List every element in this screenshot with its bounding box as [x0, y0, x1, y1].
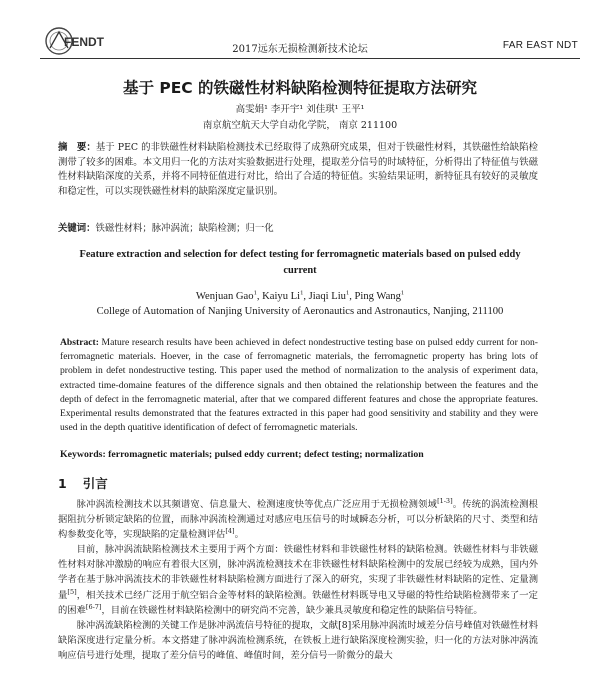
- author-affil-mark: 1: [345, 289, 350, 297]
- author-affil-mark: 1: [253, 289, 257, 297]
- abstract-en-text: Mature research results have been achieved in defect nondestructive testing base on pulsed eddy current for non-ferromagnetic materials. Hoever, in the case of ferromagnetic materials, the ferromagnetic property has bring lots of problem in defet nondestructive testing. This paper used the method of normalization to the analysis of experiment data, extracted time-domaine features of the difference signals and then obtained the relationship between the features and the depth of defect in the ferromagnetic material, after that we compared different features and chose the appropriate features. Experimental results demonstrated that the features extracted in this paper had good sensitivity and stability and they were used in the depth quatitive identification of defect of ferromagnetic materials.: [60, 337, 538, 434]
- running-header: [0, 0, 600, 72]
- keywords-en-label: Keywords:: [60, 449, 106, 460]
- author-name: Jiaqi Liu: [308, 291, 346, 302]
- section-number: 1: [58, 476, 67, 491]
- series-name: FAR EAST NDT: [502, 40, 578, 51]
- paper-title-en: Feature extraction and selection for defect testing for ferromagnetic materials based on pulsed eddy current: [79, 249, 521, 276]
- body-paragraph: [58, 542, 538, 617]
- author-name: Wenjuan Gao: [195, 291, 254, 302]
- author-name: Kaiyu Li: [262, 291, 301, 302]
- citation-ref: [1-3]: [437, 496, 453, 505]
- paragraph-text: 脉冲涡流缺陷检测的关键工作是脉冲涡流信号特征的提取，文献[8]采用脉冲涡流时域差分信号峰值对铁磁性材料缺陷深度进行定量分析。本文搭建了脉冲涡流检测系统，在铁板上进行缺陷深度检测实验，归一化的方法对脉冲涡流响应信号进行处理，提取了差分信号的峰值、峰值时间，差分信号一阶微分的最大: [58, 619, 538, 661]
- citation-ref: [4]: [225, 527, 235, 536]
- paragraph-text: 。: [234, 529, 244, 541]
- keywords-cn-text: 铁磁性材料；脉冲涡流；缺陷检测；归一化: [95, 223, 274, 234]
- keywords-en: [60, 449, 538, 460]
- affiliation-cn: 南京航空航天大学自动化学院， 南京 211100: [202, 120, 398, 131]
- conference-name: 2017远东无损检测新技术论坛: [232, 44, 368, 55]
- abstract-en: [60, 336, 538, 435]
- affiliation-en: College of Automation of Nanjing University of Aeronautics and Astronautics, Nanjing, 211100: [96, 306, 504, 317]
- body-paragraph: [58, 618, 538, 663]
- citation-ref: [6-7]: [85, 602, 102, 611]
- abstract-en-label: Abstract:: [60, 337, 99, 348]
- authors-en: Wenjuan Gao$^1$, Kaiyu Li$^1$, Jiaqi Liu$^1$, Ping Wang$^1$: [195, 289, 405, 302]
- citation-ref: [5]: [67, 587, 77, 596]
- paragraph-text: 目前，脉冲涡流缺陷检测技术主要用于两个方面：铁磁性材料和非铁磁性材料的缺陷检测。铁磁性材料与非铁磁性材料对脉冲激励的响应有着很大区别，脉冲涡流检测技术在非铁磁性材料缺陷检测中的发展已经较为成熟，国内外学者在基于脉冲涡流技术的非铁磁性材料缺陷检测方面进行了深入的研究，实现了非铁磁性材料缺陷的定性、定量测量: [58, 544, 538, 601]
- keywords-cn: [58, 220, 538, 234]
- paragraph-text: 。传统的涡流检测根据阻抗分析锁定缺陷的位置，而脉冲涡流检测通过对感应电压信号的时域瞬态分析，可以分析缺陷的尺寸、类型和结构参数变化等，实现缺陷的定量检测评估: [58, 499, 538, 541]
- header-rule: [40, 58, 580, 59]
- paragraph-text: ，相关技术已经广泛用于航空铝合金等材料的缺陷检测。铁磁性材料既导电又导磁的特性给缺陷检测带来了一定的困难: [58, 589, 538, 616]
- abstract-cn-label: 摘 要：: [58, 142, 96, 153]
- body-paragraph: [58, 497, 538, 542]
- abstract-cn: [58, 141, 538, 199]
- authors-cn: 高雯娟¹ 李开宇¹ 刘佳琪¹ 王平¹: [235, 104, 365, 115]
- abstract-cn-text: 基于 PEC 的非铁磁性材料缺陷检测技术已经取得了成熟研究成果，但对于铁磁性材料，其铁磁性给缺陷检测带了较多的困难。本文用归一化的方法对实验数据进行处理，提取差分信号的时域特征，分析得出了特征值与铁磁性材料缺陷深度的关系，并将不同特征值进行对比，给出了合适的特征值。实验结果证明，新特征具有较好的灵敏度和稳定性，可以实现铁磁性材料的缺陷深度定量识别。: [58, 142, 538, 197]
- keywords-cn-label: 关键词：: [58, 223, 96, 234]
- paragraph-text: 脉冲涡流检测技术以其频谱宽、信息量大、检测速度快等优点广泛应用于无损检测领域: [76, 499, 438, 510]
- paragraph-text: ，目前在铁磁性材料缺陷检测中的研究尚不完善，缺少兼具灵敏度和稳定性的缺陷信号特征。: [101, 604, 483, 616]
- logo-text: FENDT: [64, 35, 104, 49]
- section-title: 引言: [82, 476, 108, 491]
- keywords-en-text: ferromagnetic materials; pulsed eddy current; defect testing; normalization: [108, 449, 424, 460]
- author-affil-mark: 1: [300, 289, 304, 297]
- author-name: Ping Wang: [354, 291, 401, 302]
- paper-title-cn: 基于 PEC 的铁磁性材料缺陷检测特征提取方法研究: [122, 79, 478, 97]
- body-text: [58, 497, 538, 663]
- conference-logo: [44, 26, 118, 56]
- author-affil-mark: 1: [400, 289, 405, 297]
- section-heading: [58, 474, 108, 492]
